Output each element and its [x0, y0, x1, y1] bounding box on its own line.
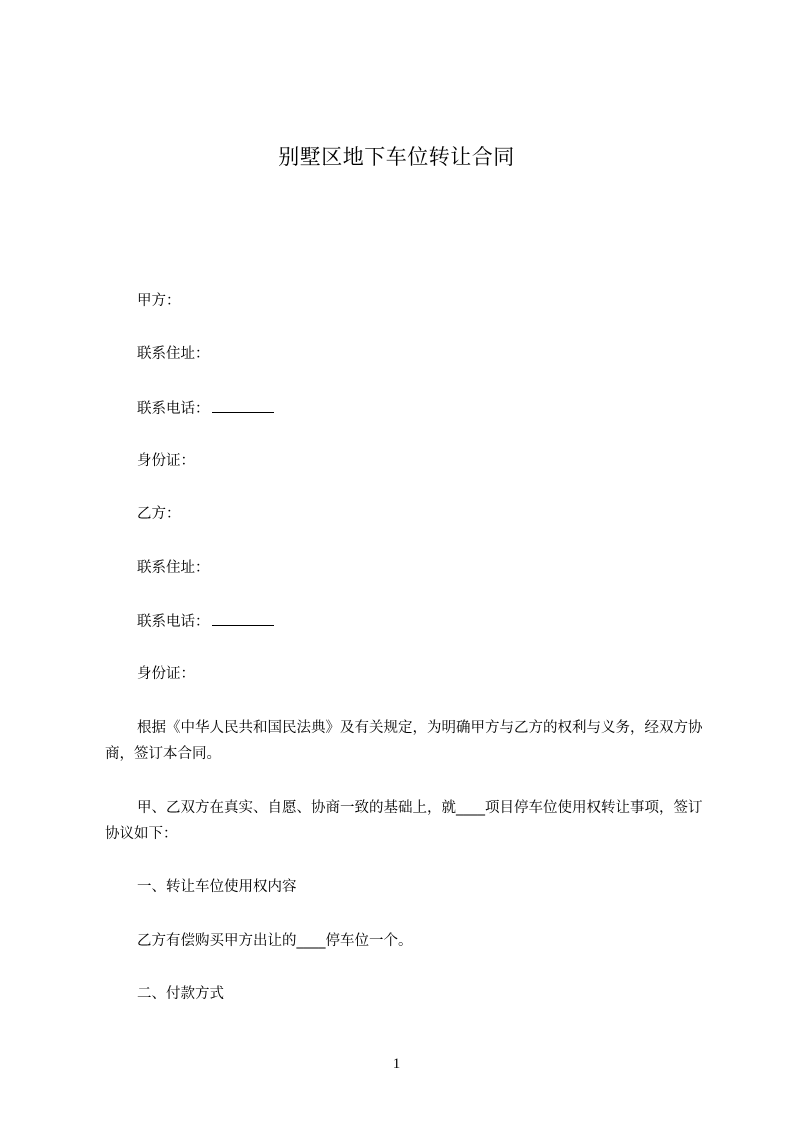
party-b-phone-blank	[212, 611, 274, 626]
party-a-address-label: 联系住址：	[137, 346, 210, 362]
party-b-id-label: 身份证：	[137, 666, 195, 682]
section-1-heading: 一、转让车位使用权内容	[137, 879, 297, 895]
section-2-heading: 二、付款方式	[137, 986, 224, 1002]
party-a-phone-label: 联系电话：	[137, 401, 210, 417]
document-title: 别墅区地下车位转让合同	[278, 145, 515, 169]
section-1-body: 乙方有偿购买甲方出让的____停车位一个。	[137, 933, 413, 949]
party-b-phone-row	[137, 611, 274, 632]
party-a-label: 甲方：	[137, 293, 181, 309]
party-a-phone-row	[137, 398, 274, 419]
party-b-label: 乙方：	[137, 506, 181, 522]
intro-paragraph-2: 甲、乙双方在真实、自愿、协商一致的基础上，就____项目停车位使用权转让事项，签订协议如下：	[105, 800, 703, 842]
party-a-id-label: 身份证：	[137, 453, 195, 469]
page-number: 1	[392, 1056, 401, 1072]
party-a-phone-blank	[212, 398, 274, 413]
intro-paragraph-1: 根据《中华人民共和国民法典》及有关规定，为明确甲方与乙方的权利与义务，经双方协商，签订本合同。	[105, 720, 703, 762]
party-b-address-label: 联系住址：	[137, 560, 210, 576]
party-b-phone-label: 联系电话：	[137, 614, 210, 630]
